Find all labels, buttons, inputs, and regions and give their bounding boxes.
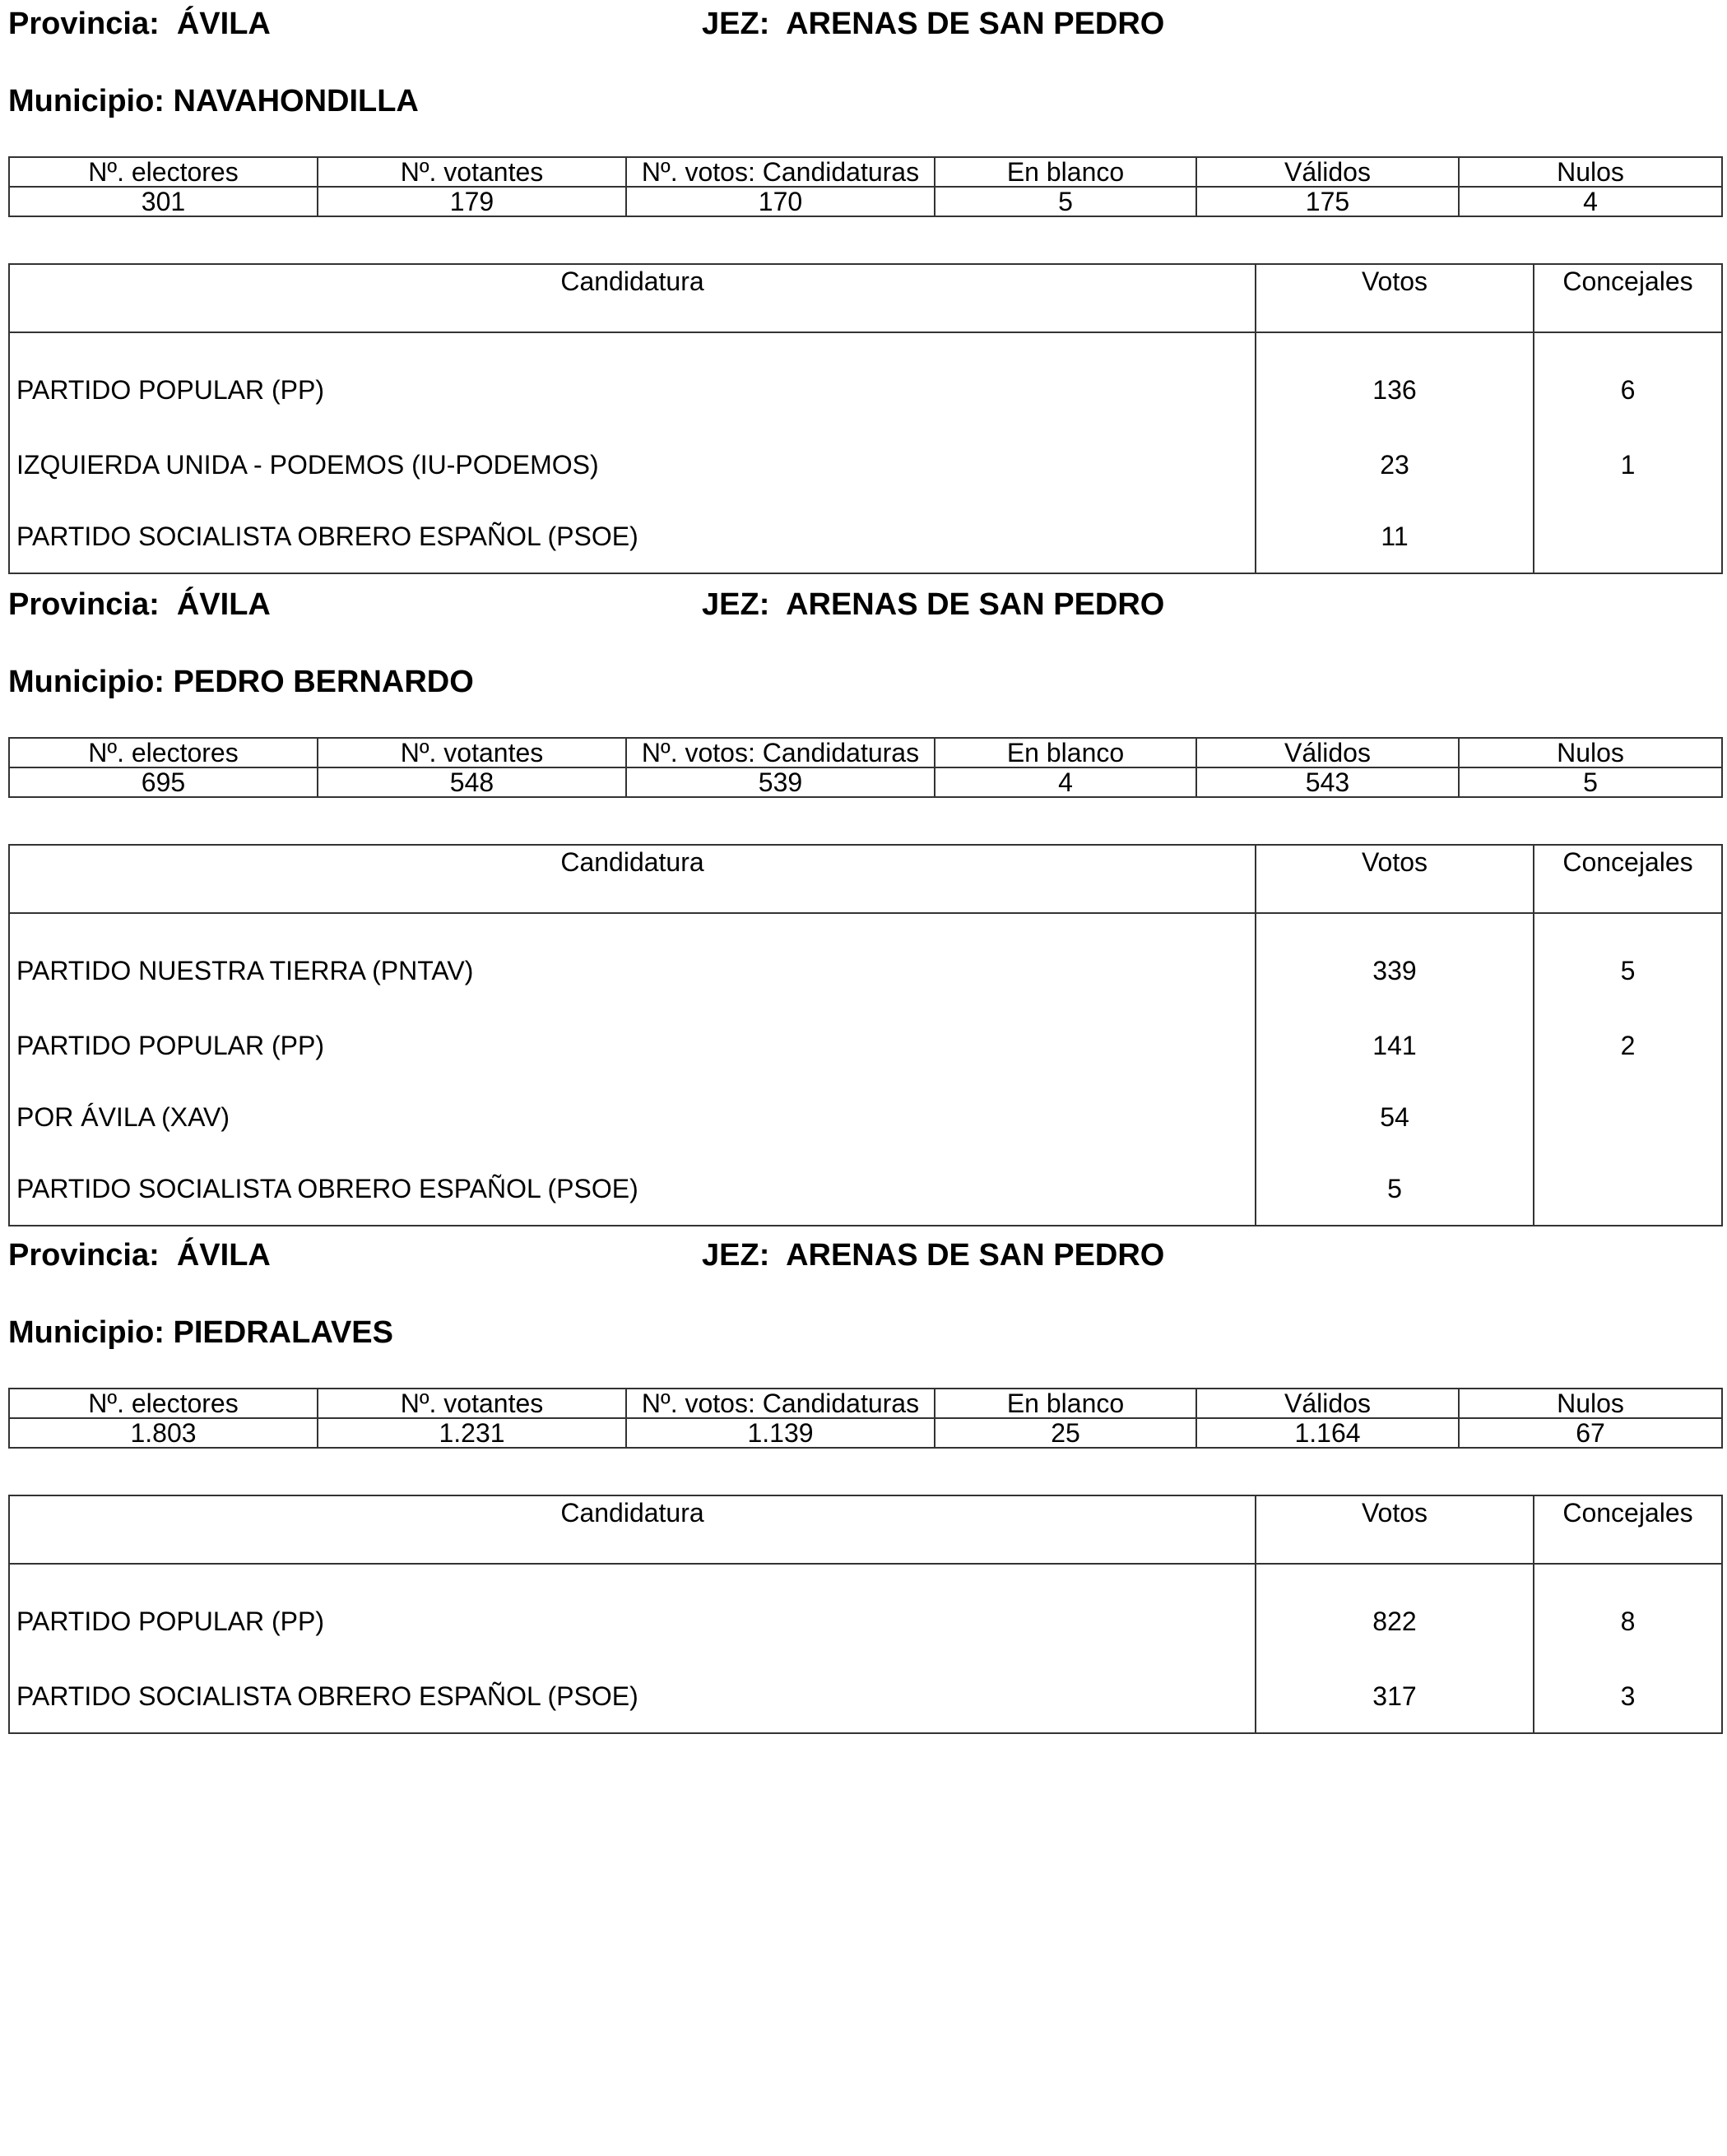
- summary-header: Nulos: [1459, 738, 1722, 767]
- results-table: [8, 263, 1723, 574]
- summary-value: 4: [1459, 187, 1722, 216]
- summary-value: 175: [1196, 187, 1459, 216]
- summary-value: 170: [626, 187, 935, 216]
- summary-header: Nº. votos: Candidaturas: [626, 1389, 935, 1418]
- summary-header: Nulos: [1459, 157, 1722, 187]
- table-row: [9, 1010, 1722, 1082]
- results-header: Candidatura: [9, 264, 1256, 332]
- results-header: Votos: [1256, 1495, 1534, 1564]
- candidatura-name: PARTIDO POPULAR (PP): [9, 332, 1256, 429]
- results-table: [8, 844, 1723, 1226]
- results-header: Concejales: [1534, 1495, 1722, 1564]
- votos-value: 54: [1256, 1082, 1534, 1153]
- summary-header-row: [9, 738, 1722, 767]
- summary-value-row: [9, 187, 1722, 216]
- jez: [702, 1238, 1164, 1273]
- municipio-label: Municipio:: [8, 665, 165, 699]
- summary-value-row: [9, 767, 1722, 797]
- table-row: [9, 1082, 1722, 1153]
- table-row: [9, 913, 1722, 1010]
- results-header: Votos: [1256, 264, 1534, 332]
- section-header: [8, 1238, 1721, 1279]
- votos-value: 822: [1256, 1564, 1534, 1661]
- concejales-value: [1534, 1153, 1722, 1226]
- candidatura-name: PARTIDO NUESTRA TIERRA (PNTAV): [9, 913, 1256, 1010]
- candidatura-name: PARTIDO POPULAR (PP): [9, 1010, 1256, 1082]
- jez-label: JEZ:: [702, 1238, 770, 1273]
- jez: [702, 587, 1164, 623]
- concejales-value: 5: [1534, 913, 1722, 1010]
- candidatura-name: PARTIDO SOCIALISTA OBRERO ESPAÑOL (PSOE): [9, 1661, 1256, 1733]
- candidatura-name: POR ÁVILA (XAV): [9, 1082, 1256, 1153]
- concejales-value: 1: [1534, 429, 1722, 501]
- results-table: [8, 1495, 1723, 1734]
- summary-value: 5: [1459, 767, 1722, 797]
- provincia-label: Provincia:: [8, 1238, 160, 1273]
- results-header: Votos: [1256, 845, 1534, 913]
- concejales-value: 2: [1534, 1010, 1722, 1082]
- municipio-value: NAVAHONDILLA: [173, 84, 419, 118]
- municipio-value: PEDRO BERNARDO: [173, 665, 474, 699]
- table-row: [9, 429, 1722, 501]
- summary-header-row: [9, 157, 1722, 187]
- summary-value: 695: [9, 767, 318, 797]
- votos-value: 141: [1256, 1010, 1534, 1082]
- jez-value: ARENAS DE SAN PEDRO: [786, 7, 1165, 41]
- summary-value: 1.164: [1196, 1418, 1459, 1448]
- municipio-title: [8, 1315, 393, 1351]
- municipio-section: [8, 1238, 1721, 1732]
- summary-value: 539: [626, 767, 935, 797]
- concejales-value: [1534, 501, 1722, 573]
- provincia: [8, 7, 271, 42]
- summary-value: 5: [935, 187, 1196, 216]
- municipio-section: [8, 587, 1721, 1204]
- summary-value: 4: [935, 767, 1196, 797]
- summary-header: En blanco: [935, 738, 1196, 767]
- summary-value: 1.803: [9, 1418, 318, 1448]
- votos-value: 23: [1256, 429, 1534, 501]
- summary-header: Nº. votantes: [318, 157, 626, 187]
- municipio-value: PIEDRALAVES: [173, 1315, 393, 1350]
- summary-header: Nº. votantes: [318, 738, 626, 767]
- provincia-value: ÁVILA: [176, 7, 271, 41]
- summary-value: 543: [1196, 767, 1459, 797]
- provincia-label: Provincia:: [8, 7, 160, 41]
- results-header-row: [9, 264, 1722, 332]
- summary-header: Nº. electores: [9, 157, 318, 187]
- concejales-value: [1534, 1082, 1722, 1153]
- summary-value: 67: [1459, 1418, 1722, 1448]
- results-header-row: [9, 845, 1722, 913]
- table-row: [9, 332, 1722, 429]
- municipio-section: [8, 7, 1721, 549]
- candidatura-name: PARTIDO SOCIALISTA OBRERO ESPAÑOL (PSOE): [9, 501, 1256, 573]
- summary-header: En blanco: [935, 1389, 1196, 1418]
- section-header: [8, 7, 1721, 48]
- results-header: Candidatura: [9, 845, 1256, 913]
- results-header: Candidatura: [9, 1495, 1256, 1564]
- summary-header: Válidos: [1196, 157, 1459, 187]
- summary-header: Nulos: [1459, 1389, 1722, 1418]
- results-header: Concejales: [1534, 264, 1722, 332]
- table-row: [9, 1153, 1722, 1226]
- summary-value: 301: [9, 187, 318, 216]
- concejales-value: 6: [1534, 332, 1722, 429]
- summary-value: 25: [935, 1418, 1196, 1448]
- summary-value-row: [9, 1418, 1722, 1448]
- summary-header: Nº. electores: [9, 738, 318, 767]
- provincia-value: ÁVILA: [176, 587, 271, 622]
- table-row: [9, 1564, 1722, 1661]
- summary-header: Nº. votos: Candidaturas: [626, 738, 935, 767]
- section-header: [8, 587, 1721, 628]
- jez-label: JEZ:: [702, 7, 770, 41]
- votos-value: 317: [1256, 1661, 1534, 1733]
- summary-header: Nº. votos: Candidaturas: [626, 157, 935, 187]
- jez-value: ARENAS DE SAN PEDRO: [786, 1238, 1165, 1273]
- provincia-value: ÁVILA: [176, 1238, 271, 1273]
- candidatura-name: PARTIDO SOCIALISTA OBRERO ESPAÑOL (PSOE): [9, 1153, 1256, 1226]
- summary-value: 179: [318, 187, 626, 216]
- municipio-label: Municipio:: [8, 84, 165, 118]
- municipio-label: Municipio:: [8, 1315, 165, 1350]
- summary-table: [8, 156, 1723, 217]
- table-row: [9, 1661, 1722, 1733]
- provincia: [8, 1238, 271, 1273]
- results-header-row: [9, 1495, 1722, 1564]
- concejales-value: 8: [1534, 1564, 1722, 1661]
- summary-header: Nº. electores: [9, 1389, 318, 1418]
- provincia-label: Provincia:: [8, 587, 160, 622]
- municipio-title: [8, 665, 474, 700]
- summary-header: Válidos: [1196, 738, 1459, 767]
- summary-value: 1.231: [318, 1418, 626, 1448]
- provincia: [8, 587, 271, 623]
- results-header: Concejales: [1534, 845, 1722, 913]
- summary-header: Nº. votantes: [318, 1389, 626, 1418]
- summary-value: 1.139: [626, 1418, 935, 1448]
- jez-label: JEZ:: [702, 587, 770, 622]
- candidatura-name: IZQUIERDA UNIDA - PODEMOS (IU-PODEMOS): [9, 429, 1256, 501]
- votos-value: 339: [1256, 913, 1534, 1010]
- votos-value: 5: [1256, 1153, 1534, 1226]
- summary-value: 548: [318, 767, 626, 797]
- table-row: [9, 501, 1722, 573]
- summary-header: Válidos: [1196, 1389, 1459, 1418]
- summary-header: En blanco: [935, 157, 1196, 187]
- votos-value: 136: [1256, 332, 1534, 429]
- municipio-title: [8, 84, 419, 119]
- votos-value: 11: [1256, 501, 1534, 573]
- concejales-value: 3: [1534, 1661, 1722, 1733]
- summary-table: [8, 737, 1723, 798]
- jez: [702, 7, 1164, 42]
- candidatura-name: PARTIDO POPULAR (PP): [9, 1564, 1256, 1661]
- summary-table: [8, 1388, 1723, 1449]
- summary-header-row: [9, 1389, 1722, 1418]
- jez-value: ARENAS DE SAN PEDRO: [786, 587, 1165, 622]
